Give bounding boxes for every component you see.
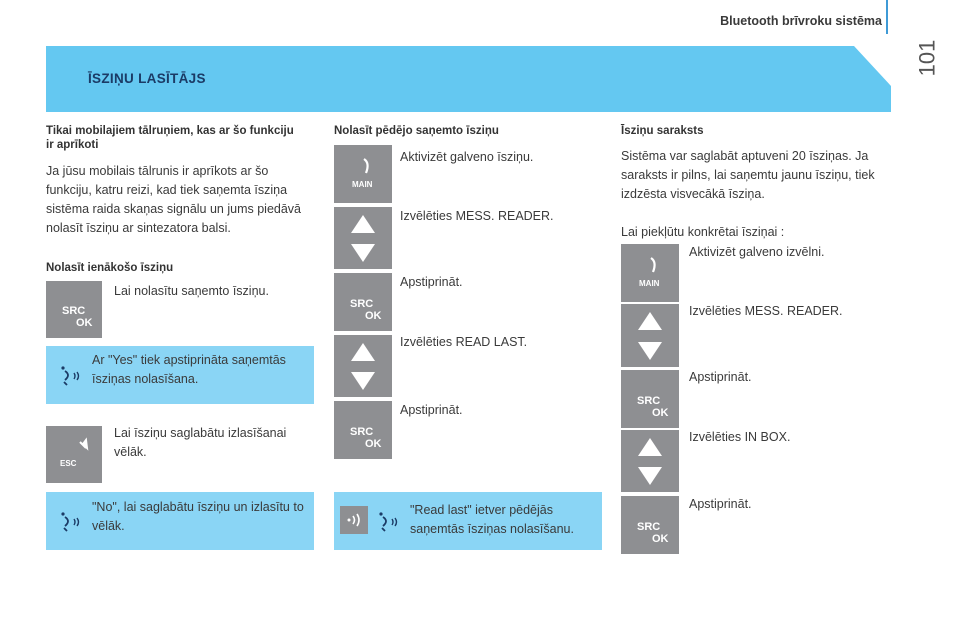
src-label: SRC — [637, 521, 661, 533]
up-down-button — [334, 207, 392, 269]
main-label: MAIN — [639, 279, 660, 288]
src-label: SRC — [62, 305, 86, 317]
src-ok-button — [334, 401, 392, 459]
col3-heading: Īsziņu saraksts — [621, 125, 704, 137]
col2-note-text: "Read last" ietver pēdējās saņemtās īsziņas nolasīšanu. — [410, 503, 574, 536]
col1-heading: Tikai mobilajiem tālruņiem, kas ar šo funkciju ir aprīkoti — [46, 125, 294, 151]
src-ok-button — [334, 273, 392, 331]
up-down-button — [621, 304, 679, 367]
src-ok-button — [46, 281, 102, 338]
ok-label: OK — [365, 310, 382, 322]
voice-command-icon — [60, 364, 84, 388]
voice-button — [340, 506, 368, 534]
up-down-arrows-icon — [334, 207, 392, 269]
voice-command-icon — [378, 510, 402, 534]
header-divider — [886, 0, 960, 34]
esc-icon — [46, 426, 102, 483]
col3-step3: Apstiprināt. — [689, 370, 752, 384]
speaker-icon — [340, 506, 368, 534]
col2-note — [334, 492, 602, 550]
col1-note1 — [46, 346, 314, 404]
main-button — [334, 145, 392, 203]
col1-note1-text: Ar "Yes" tiek apstiprināta saņemtās īsziņas nolasīšana. — [92, 353, 286, 386]
up-down-button — [621, 430, 679, 492]
main-menu-icon — [621, 244, 679, 302]
col3-intro: Sistēma var saglabāt aptuveni 20 īsziņas. Ja saraksts ir pilns, lai saņemtu jaunu īsziņu, tiek izdzēsta visvecākā īsziņa. — [621, 149, 875, 201]
col1-step2: Lai īsziņu saglabātu izlasīšanai vēlāk. — [114, 426, 287, 459]
esc-button — [46, 426, 102, 483]
col1-subheading: Nolasīt ienākošo īsziņu — [46, 262, 174, 274]
col3-step1: Aktivizēt galveno izvēlni. — [689, 245, 825, 259]
up-down-arrows-icon — [621, 304, 679, 367]
src-ok-button — [621, 370, 679, 428]
col1-note2 — [46, 492, 314, 550]
col3-step5: Apstiprināt. — [689, 497, 752, 511]
up-down-arrows-icon — [621, 430, 679, 492]
section-title: ĪSZIŅU LASĪTĀJS — [88, 71, 206, 86]
main-menu-icon — [334, 145, 392, 203]
voice-command-icon — [60, 510, 84, 534]
col2-step5: Apstiprināt. — [400, 403, 463, 417]
src-label: SRC — [637, 395, 661, 407]
esc-label: ESC — [60, 459, 77, 468]
up-down-button — [334, 335, 392, 397]
ok-label: OK — [365, 438, 382, 450]
col3-step2: Izvēlēties MESS. READER. — [689, 304, 843, 318]
ok-label: OK — [76, 317, 93, 329]
ok-label: OK — [652, 407, 669, 419]
up-down-arrows-icon — [334, 335, 392, 397]
col2-step4: Izvēlēties READ LAST. — [400, 335, 528, 349]
col2-step1: Aktivizēt galveno īsziņu. — [400, 150, 534, 164]
src-ok-button — [621, 496, 679, 554]
col3-access: Lai piekļūtu konkrētai īsziņai : — [621, 225, 785, 239]
page-number: 101 — [914, 39, 940, 77]
col2-step3: Apstiprināt. — [400, 275, 463, 289]
col3-step4: Izvēlēties IN BOX. — [689, 430, 791, 444]
col2-step2: Izvēlēties MESS. READER. — [400, 209, 554, 223]
src-label: SRC — [350, 298, 374, 310]
col1-intro: Ja jūsu mobilais tālrunis ir aprīkots ar šo funkciju, katru reizi, kad tiek saņemta īsziņa sistēma raida skaņas signālu un jums piedāvā nolasīt īsziņu ar sintezatora balsi. — [46, 164, 301, 235]
src-label: SRC — [350, 426, 374, 438]
col1-step1: Lai nolasītu saņemto īsziņu. — [114, 284, 269, 298]
col1-note2-text: "No", lai saglabātu īsziņu un izlasītu to vēlāk. — [92, 500, 304, 533]
page-header-title: Bluetooth brīvroku sistēma — [720, 14, 882, 28]
ok-label: OK — [652, 533, 669, 545]
main-button — [621, 244, 679, 302]
main-label: MAIN — [352, 180, 373, 189]
col2-heading: Nolasīt pēdējo saņemto īsziņu — [334, 125, 499, 137]
